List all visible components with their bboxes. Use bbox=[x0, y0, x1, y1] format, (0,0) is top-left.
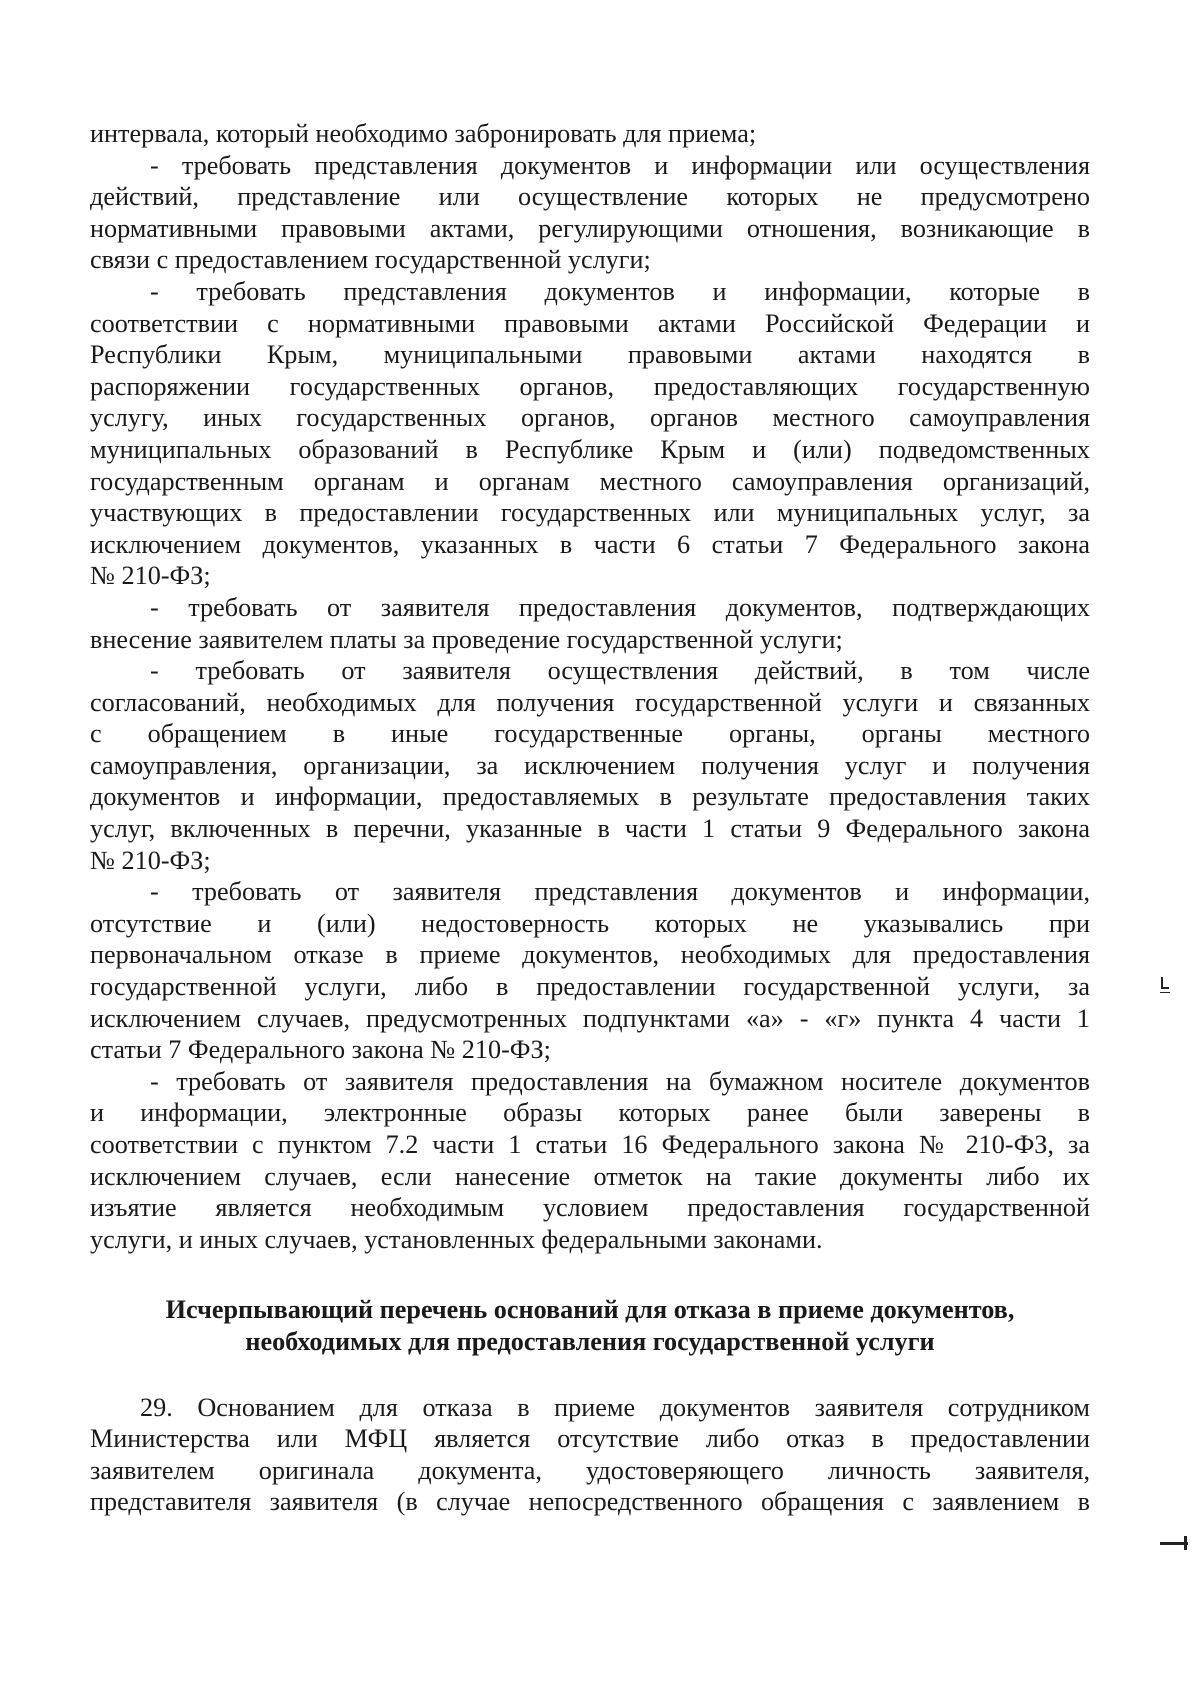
text-line: услуги, и иных случаев, установленных федеральными законами. bbox=[90, 1224, 823, 1254]
text-line: соответствии с пунктом 7.2 части 1 статьи 16 Федерального закона № 210-ФЗ, за bbox=[90, 1130, 1090, 1159]
text-line: услуг, включенных в перечни, указанные в части 1 статьи 9 Федерального закона bbox=[90, 814, 1090, 844]
text-line: 29. Основанием для отказа в приеме документов заявителя сотрудником bbox=[140, 1392, 1090, 1422]
text-line: отсутствие и (или) недостоверность которых не указывались при bbox=[90, 908, 1090, 938]
text-line: документов и информации, предоставляемых в результате предоставления таких bbox=[90, 782, 1090, 812]
text-line: статьи 7 Федерального закона № 210-ФЗ; bbox=[90, 1035, 551, 1065]
text-line: № 210-ФЗ; bbox=[90, 845, 211, 875]
text-line: - требовать представления документов и информации, которые в bbox=[150, 276, 1090, 306]
text-line: с обращением в иные государственные органы, органы местного bbox=[90, 719, 1090, 749]
scan-mark bbox=[1160, 992, 1170, 993]
text-line: первоначальном отказе в приеме документов, необходимых для предоставления bbox=[90, 940, 1090, 970]
text-line: услугу, иных государственных органов, органов местного самоуправления bbox=[90, 403, 1090, 433]
text-line: - требовать от заявителя осуществления действий, в том числе bbox=[150, 656, 1090, 686]
text-line: согласований, необходимых для получения государственной услуги и связанных bbox=[90, 687, 1090, 717]
text-line: - требовать от заявителя предоставления на бумажном носителе документов bbox=[150, 1066, 1090, 1096]
text-line: № 210-ФЗ; bbox=[90, 561, 211, 591]
scan-mark bbox=[1161, 977, 1163, 987]
scan-mark bbox=[1184, 1536, 1187, 1550]
text-line: и информации, электронные образы которых ранее были заверены в bbox=[90, 1098, 1090, 1128]
text-line: заявителем оригинала документа, удостоверяющего личность заявителя, bbox=[90, 1455, 1090, 1485]
text-line: соответствии с нормативными правовыми актами Российской Федерации и bbox=[90, 308, 1090, 338]
text-line: исключением случаев, если нанесение отметок на такие документы либо их bbox=[90, 1161, 1090, 1191]
text-line: внесение заявителем платы за проведение государственной услуги; bbox=[90, 624, 843, 654]
text-line: исключением случаев, предусмотренных подпунктами «а» - «г» пункта 4 части 1 bbox=[90, 1003, 1090, 1033]
text-line: - требовать представления документов и информации или осуществления bbox=[150, 150, 1090, 180]
document-page bbox=[90, 118, 1090, 1518]
text-line: Республики Крым, муниципальными правовыми актами находятся в bbox=[90, 340, 1090, 370]
text-line: распоряжении государственных органов, предоставляющих государственную bbox=[90, 371, 1090, 401]
scan-mark bbox=[1161, 987, 1169, 989]
text-line: самоуправления, организации, за исключением получения услуг и получения bbox=[90, 750, 1090, 780]
body-text bbox=[90, 118, 1090, 1255]
text-line: государственной услуги, либо в предоставлении государственной услуги, за bbox=[90, 972, 1090, 1002]
text-line: изъятие является необходимым условием предоставления государственной bbox=[90, 1193, 1090, 1223]
text-line: связи с предоставлением государственной услуги; bbox=[90, 245, 651, 275]
text-line: нормативными правовыми актами, регулирующими отношения, возникающие в bbox=[90, 213, 1090, 243]
text-line: - требовать от заявителя предоставления документов, подтверждающих bbox=[150, 592, 1090, 622]
text-line: исключением документов, указанных в части 6 статьи 7 Федерального закона bbox=[90, 529, 1090, 559]
text-line: участвующих в предоставлении государственных или муниципальных услуг, за bbox=[90, 498, 1090, 528]
text-line: Министерства или МФЦ является отсутствие либо отказ в предоставлении bbox=[90, 1424, 1090, 1454]
text-line: муниципальных образований в Республике Крым и (или) подведомственных bbox=[90, 434, 1090, 464]
paragraph-29 bbox=[90, 1392, 1090, 1518]
heading-line: Исчерпывающий перечень оснований для отказа в приеме документов, bbox=[165, 1295, 1015, 1325]
text-line: представителя заявителя (в случае непосредственного обращения с заявлением в bbox=[90, 1487, 1090, 1517]
text-line: государственным органам и органам местного самоуправления организаций, bbox=[90, 466, 1090, 496]
text-line: действий, представление или осуществление которых не предусмотрено bbox=[90, 182, 1090, 212]
text-line: - требовать от заявителя представления документов и информации, bbox=[150, 877, 1090, 907]
section-heading bbox=[90, 1294, 1090, 1357]
text-line: интервала, который необходимо забронировать для приема; bbox=[90, 119, 757, 148]
heading-line: необходимых для предоставления государственной услуги bbox=[245, 1326, 935, 1356]
